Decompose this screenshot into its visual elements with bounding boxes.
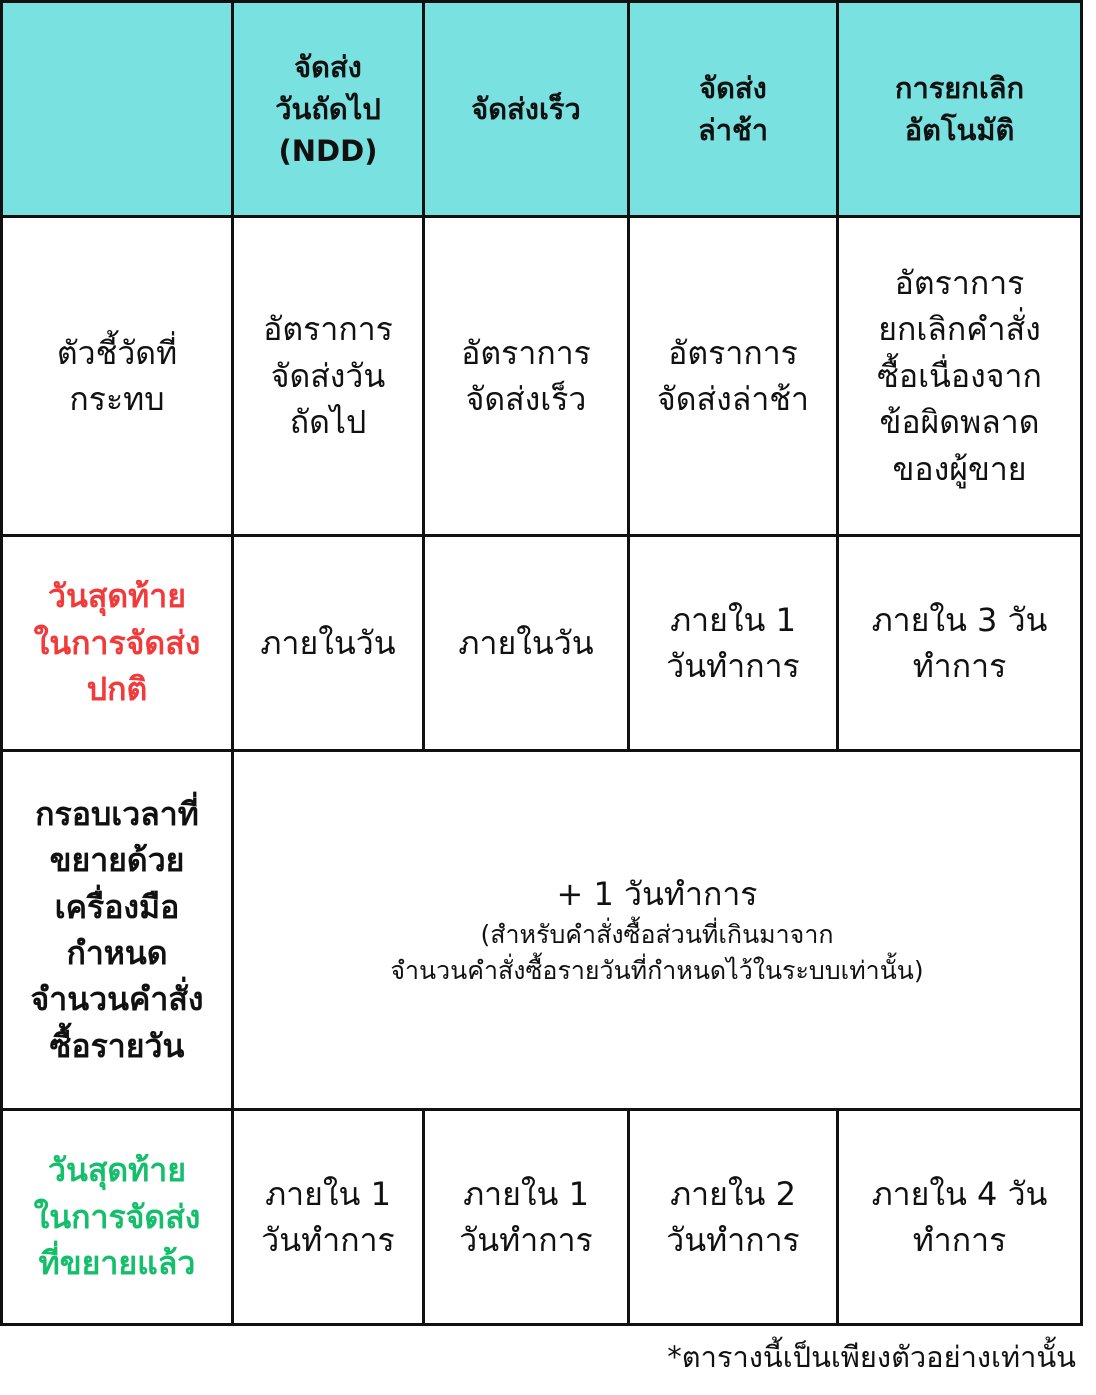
extended-cell-late: ภายใน 2 วันทำการ: [629, 1110, 838, 1325]
metric-cell-auto-cancel: อัตราการ ยกเลิกคำสั่ง ซื้อเนื่องจาก ข้อผิดพลาด ของผู้ขาย: [838, 217, 1082, 536]
extension-main-text: + 1 วันทำการ: [556, 874, 758, 913]
metric-cell-express: อัตราการ จัดส่งเร็ว: [424, 217, 629, 536]
footnote: *ตารางนี้เป็นเพียงตัวอย่างเท่านั้น: [667, 1340, 1076, 1374]
header-ndd: จัดส่ง วันถัดไป (NDD): [233, 2, 424, 217]
extended-deadline-row: [2, 1110, 1082, 1325]
header-express: จัดส่งเร็ว: [424, 2, 629, 217]
deadline-cell-auto-cancel: ภายใน 3 วัน ทำการ: [838, 536, 1082, 751]
deadline-cell-express: ภายในวัน: [424, 536, 629, 751]
metric-cell-late: อัตราการ จัดส่งล่าช้า: [629, 217, 838, 536]
deadline-cell-ndd: ภายในวัน: [233, 536, 424, 751]
extension-note-text: (สำหรับคำสั่งซื้อส่วนที่เกินมาจาก จำนวนคำสั่งซื้อรายวันที่กำหนดไว้ในระบบเท่านั้น): [390, 919, 924, 986]
deadline-row: [2, 536, 1082, 751]
extension-row-label: กรอบเวลาที่ ขยายด้วย เครื่องมือ กำหนด จำนวนคำสั่ง ซื้อรายวัน: [2, 751, 233, 1110]
metric-cell-ndd: อัตราการ จัดส่งวัน ถัดไป: [233, 217, 424, 536]
extended-deadline-row-label: วันสุดท้าย ในการจัดส่ง ที่ขยายแล้ว: [2, 1110, 233, 1325]
extension-cell: [233, 751, 1082, 1110]
metric-row-label: ตัวชี้วัดที่ กระทบ: [2, 217, 233, 536]
header-corner-cell: [2, 2, 233, 217]
extended-cell-auto-cancel: ภายใน 4 วัน ทำการ: [838, 1110, 1082, 1325]
deadline-row-label: วันสุดท้าย ในการจัดส่ง ปกติ: [2, 536, 233, 751]
extended-cell-express: ภายใน 1 วันทำการ: [424, 1110, 629, 1325]
extended-cell-ndd: ภายใน 1 วันทำการ: [233, 1110, 424, 1325]
header-late: จัดส่ง ล่าช้า: [629, 2, 838, 217]
extension-row: [2, 751, 1082, 1110]
metric-row: [2, 217, 1082, 536]
deadline-cell-late: ภายใน 1 วันทำการ: [629, 536, 838, 751]
header-row: [2, 2, 1082, 217]
header-auto-cancel: การยกเลิก อัตโนมัติ: [838, 2, 1082, 217]
